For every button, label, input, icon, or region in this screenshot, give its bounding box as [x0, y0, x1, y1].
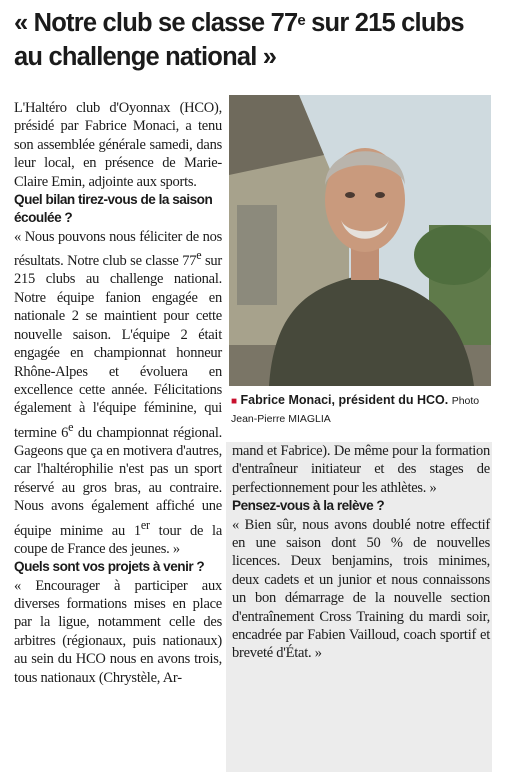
article-column-2: [232, 442, 490, 663]
caption-credit: Photo Jean-Pierre MIAGLIA: [231, 395, 480, 425]
answer-3: « Bien sûr, nous avons doublé notre effectif en une saison dont 50 % de nouvelles licences. Deux benjamins, trois minimes, deux cadets et un junior et nous connaissons un bon démarrage de la nouvelle section d'entraînement Cross Training du mardi soir, encadrée par Fabien Vailloud, coach sportif et breveté d'État. »: [232, 516, 490, 662]
article-intro: L'Haltéro club d'Oyonnax (HCO), présidé par Fabrice Monaci, a tenu son assemblée générale samedi, dans leur local, en présence de Marie-Claire Emin, adjointe aux sports.: [14, 100, 222, 190]
answer-2-continued: mand et Fabrice). De même pour la formation d'entraîneur initiateur et des stages de perfectionnement pour les athlètes. »: [232, 443, 490, 496]
article-column-1: [14, 99, 222, 687]
question-1: Quel bilan tirez-vous de la saison écoulée ?: [14, 192, 213, 226]
caption-name: Fabrice Monaci, président du HCO.: [240, 393, 449, 407]
headline-superscript: e: [297, 12, 305, 29]
answer-1: « Nous pouvons nous féliciter de nos résultats. Notre club se classe 77e sur 215 clubs au challenge national. Notre équipe fanion engagée en nationale 2 se maintient pour cette nouvelle saison. L'équipe 2 était engagée en championnat honneur Rhône-Alpes et évoluera en excellence cette année. Félicitations également à l'équipe féminine, qui termine 6e du championnat régional. Gageons que ça en motivera d'autres, car l'haltérophilie n'est pas un sport réservé au gros bras, au contraire. Nous avons également affiché une équipe minime au 1er tour de la coupe de France des jeunes. »: [14, 228, 222, 557]
headline-text-1: « Notre club se classe 77: [14, 9, 298, 37]
answer-2-start: « Encourager à participer aux diverses formations mises en place par la ligue, notamment celle des arbitres (régionaux, puis nationaux) au sein du HCO nous en avons trois, tous nationaux (Chrystèle, Ar-: [14, 577, 222, 686]
photo-caption: [231, 392, 493, 427]
question-2: Quels sont vos projets à venir ?: [14, 559, 205, 575]
portrait-illustration: [229, 95, 491, 386]
caption-marker-icon: ■: [231, 396, 238, 407]
question-3: Pensez-vous à la relève ?: [232, 498, 385, 514]
headline-text-2: sur 215 clubs au challenge national »: [14, 9, 464, 71]
portrait-photo: [229, 95, 491, 386]
article-headline: [14, 6, 494, 74]
